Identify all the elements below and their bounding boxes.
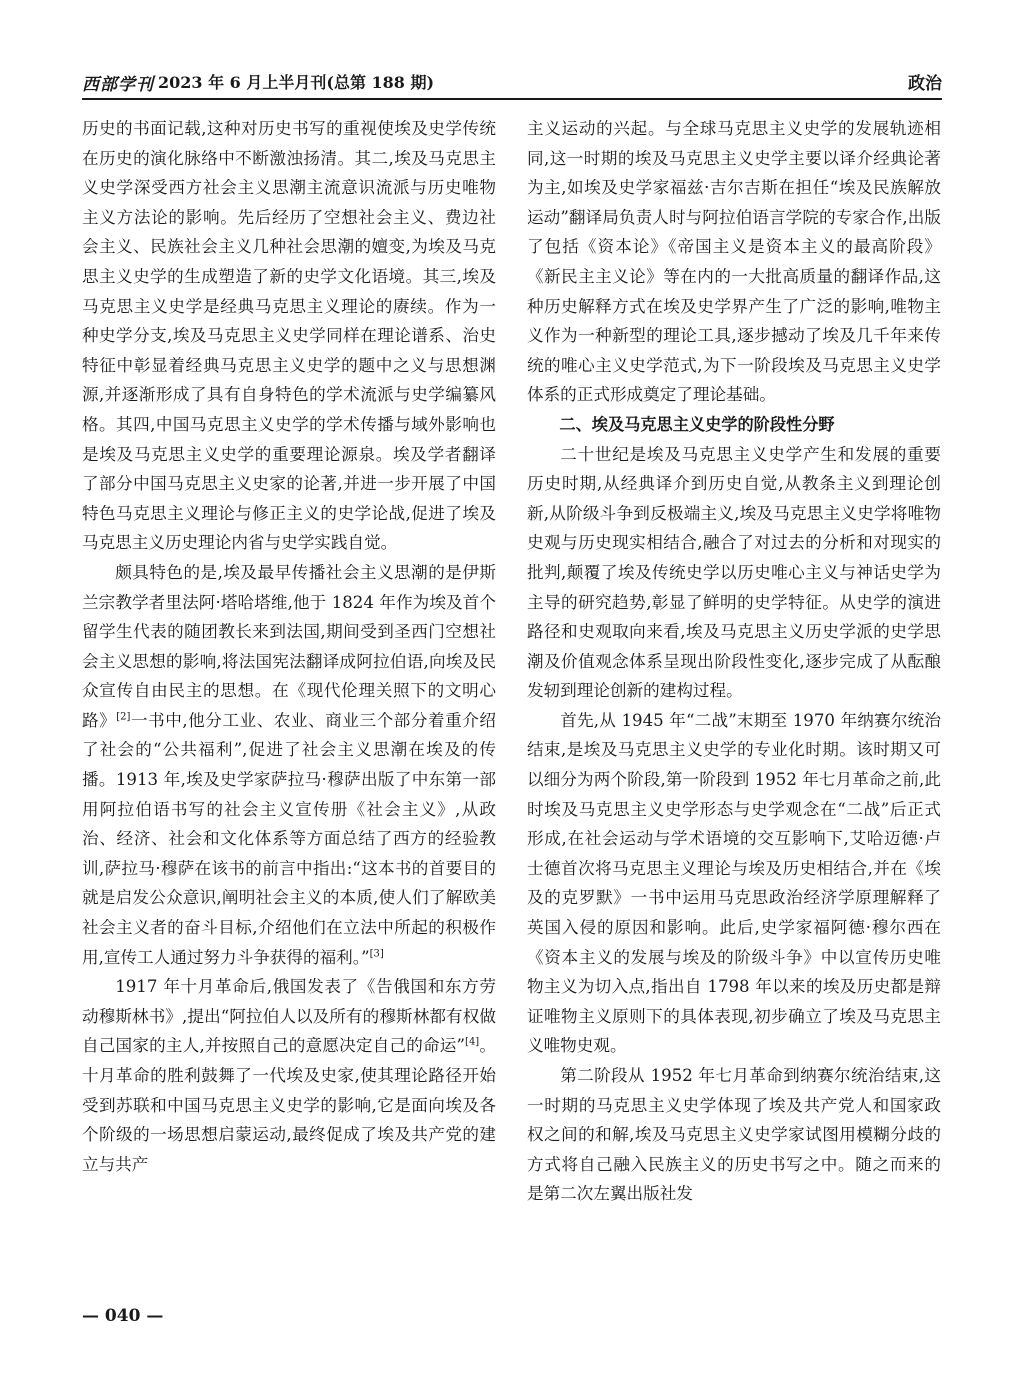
paragraph-text: 一书中,他分工业、农业、商业三个部分着重介绍了社会的“公共福利”,促进了社会主义思潮在埃及的传播。1913 年,埃及史学家萨拉马·穆萨出版了中东第一部用阿拉伯语书写的社会主义宣传册《社会主义》,从政治、经济、社会和文化体系等方面总结了西方的经验教训,萨拉马·穆萨在该书的前言中指出:“这本书的首要目的就是启发公众意识,阐明社会主义的本质,使人们了解欧美社会主义者的奋斗目标,介绍他们在立法中所起的积极作用,宣传工人通过努力斗争获得的福利。” bbox=[82, 710, 496, 967]
section-heading: 二、埃及马克思主义史学的阶段性分野 bbox=[559, 414, 835, 434]
issue-info: 2023 年 6 月上半月刊(总第 188 期) bbox=[158, 73, 435, 92]
citation-ref: [2] bbox=[116, 711, 131, 723]
paragraph bbox=[82, 558, 496, 972]
paragraph: 二十世纪是埃及马克思主义史学产生和发展的重要历史时期,从经典译介到历史自觉,从教条主义到理论创新,从阶级斗争到反极端主义,埃及马克思主义史学将唯物史观与历史现实相结合,融合了对过去的分析和对现实的批判,颠覆了埃及传统史学以历史唯心主义与神话史学为主导的研究趋势,彰显了鲜明的史学特征。从史学的演进路径和史观取向来看,埃及马克思主义历史学派的史学思潮及价值观念体系呈现出阶段性变化,逐步完成了从酝酿发轫到理论创新的建构过程。 bbox=[527, 444, 941, 701]
paragraph: 主义运动的兴起。与全球马克思主义史学的发展轨迹相同,这一时期的埃及马克思主义史学主要以译介经典论著为主,如埃及史学家福兹·吉尔吉斯在担任“埃及民族解放运动”翻译局负责人时与阿拉伯语言学院的专家合作,出版了包括《资本论》《帝国主义是资本主义的最高阶段》《新民主主义论》等在内的一大批高质量的翻译作品,这种历史解释方式在埃及史学界产生了广泛的影响,唯物主义作为一种新型的理论工具,逐步撼动了埃及几千年来传统的唯心主义史学范式,为下一阶段埃及马克思主义史学体系的正式形成奠定了理论基础。 bbox=[527, 119, 941, 405]
citation-ref: [3] bbox=[369, 948, 384, 960]
paragraph-text: 颇具特色的是,埃及最早传播社会主义思潮的是伊斯兰宗教学者里法阿·塔哈塔维,他于 1824 年作为埃及首个留学生代表的随团教长来到法国,期间受到圣西门空想社会主义思想的影响,将法国宪法翻译成阿拉伯语,向埃及民众宣传自由民主的思想。在《现代伦理关照下的文明心路》 bbox=[82, 562, 496, 730]
header-rule bbox=[82, 98, 942, 100]
paragraph: 历史的书面记载,这种对历史书写的重视使埃及史学传统在历史的演化脉络中不断激浊扬清。其二,埃及马克思主义史学深受西方社会主义思潮主流意识流派与历史唯物主义方法论的影响。先后经历了空想社会主义、费边社会主义、民族社会主义几种社会思潮的嬗变,为埃及马克思主义史学的生成塑造了新的史学文化语境。其三,埃及马克思主义史学是经典马克思主义理论的赓续。作为一种史学分支,埃及马克思主义史学同样在理论谱系、治史特征中彰显着经典马克思主义史学的题中之义与思想渊源,并逐渐形成了具有自身特色的学术流派与史学编纂风格。其四,中国马克思主义史学的学术传播与域外影响也是埃及马克思主义史学的重要理论源泉。埃及学者翻译了部分中国马克思主义史家的论著,并进一步开展了中国特色马克思主义理论与修正主义的史学论战,促进了埃及马克思主义历史理论内省与史学实践自觉。 bbox=[82, 119, 496, 553]
journal-logo: 西部学刊 bbox=[82, 75, 154, 95]
citation-ref: [4] bbox=[465, 1036, 480, 1048]
left-column bbox=[82, 114, 496, 1179]
section-title: 政治 bbox=[908, 74, 942, 94]
right-column bbox=[527, 114, 941, 1209]
paragraph bbox=[82, 972, 496, 1179]
paragraph: 首先,从 1945 年“二战”末期至 1970 年纳赛尔统治结束,是埃及马克思主义史学的专业化时期。该时期又可以细分为两个阶段,第一阶段到 1952 年七月革命之前,此时埃及马克思主义史学形态与史学观念在“二战”后正式形成,在社会运动与学术语境的交互影响下,艾哈迈德·卢士德首次将马克思主义理论与埃及历史相结合,并在《埃及的克罗默》一书中运用马克思政治经济学原理解释了英国入侵的原因和影响。此后,史学家福阿德·穆尔西在《资本主义的发展与埃及的阶级斗争》中以宣传历史唯物主义为切入点,指出自 1798 年以来的埃及历史都是辩证唯物主义原则下的具体表现,初步确立了埃及马克思主义唯物史观。 bbox=[527, 710, 941, 1056]
running-header bbox=[82, 66, 942, 100]
paragraph-text: 。十月革命的胜利鼓舞了一代埃及史家,使其理论路径开始受到苏联和中国马克思主义史学的影响,它是面向埃及各个阶级的一场思想启蒙运动,最终促成了埃及共产党的建立与共产 bbox=[82, 1036, 496, 1174]
page-number: — 040 — bbox=[82, 1306, 164, 1326]
paragraph: 第二阶段从 1952 年七月革命到纳赛尔统治结束,这一时期的马克思主义史学体现了埃及共产党人和国家政权之间的和解,埃及马克思主义史学家试图用模糊分歧的方式将自己融入民族主义的历史书写之中。随之而来的是第二次左翼出版社发 bbox=[527, 1066, 941, 1204]
paragraph-text: 1917 年十月革命后,俄国发表了《告俄国和东方劳动穆斯林书》,提出“阿拉伯人以及所有的穆斯林都有权做自己国家的主人,并按照自己的意愿决定自己的命运” bbox=[82, 977, 496, 1056]
